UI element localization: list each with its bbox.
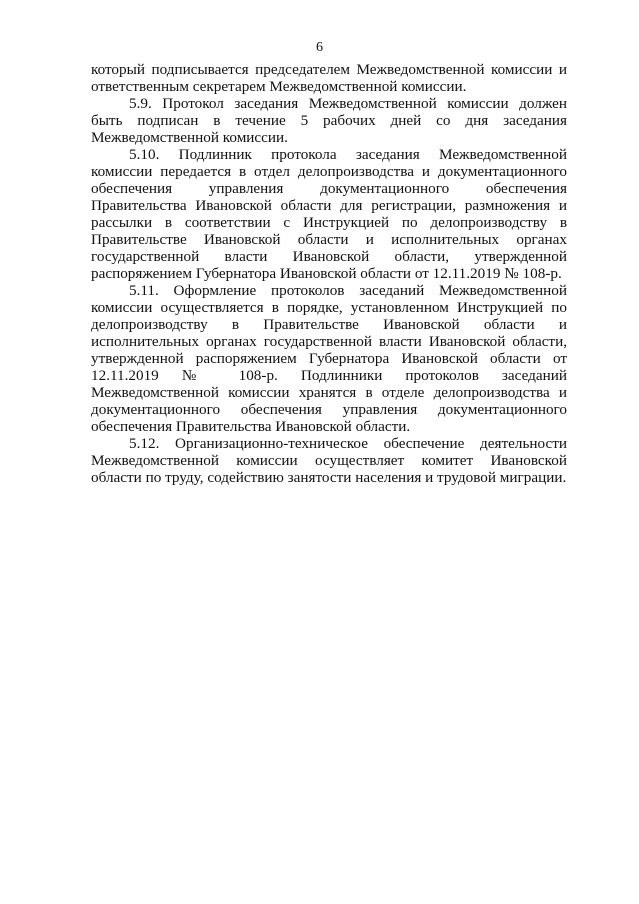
paragraph-5-11: 5.11. Оформление протоколов заседаний Межведомственной комиссии осуществляется в порядке, установленном Инструкцией по делопроизводству в Правительстве Ивановской области и исполнительных органах государственной власти Ивановской области, утвержденной распоряжением Губернатора Ивановской области от 12.11.2019 № 108-р. Подлинники протоколов заседаний Межведомственной комиссии хранятся в отделе делопроизводства и документационного обеспечения управления документационного обеспечения Правительства Ивановской области.	[91, 282, 567, 435]
document-body	[91, 61, 567, 486]
paragraph-continuation: который подписывается председателем Межведомственной комиссии и ответственным секретарем Межведомственной комиссии.	[91, 61, 567, 95]
paragraph-5-9: 5.9. Протокол заседания Межведомственной комиссии должен быть подписан в течение 5 рабочих дней со дня заседания Межведомственной комиссии.	[91, 95, 567, 146]
paragraph-5-10: 5.10. Подлинник протокола заседания Межведомственной комиссии передается в отдел делопроизводства и документационного обеспечения управления документационного обеспечения Правительства Ивановской области для регистрации, размножения и рассылки в соответствии с Инструкцией по делопроизводству в Правительстве Ивановской области и исполнительных органах государственной власти Ивановской области, утвержденной распоряжением Губернатора Ивановской области от 12.11.2019 № 108-р.	[91, 146, 567, 282]
page-number: 6	[316, 40, 323, 55]
paragraph-5-12: 5.12. Организационно-техническое обеспечение деятельности Межведомственной комиссии осуществляет комитет Ивановской области по труду, содействию занятости населения и трудовой миграции.	[91, 435, 567, 486]
